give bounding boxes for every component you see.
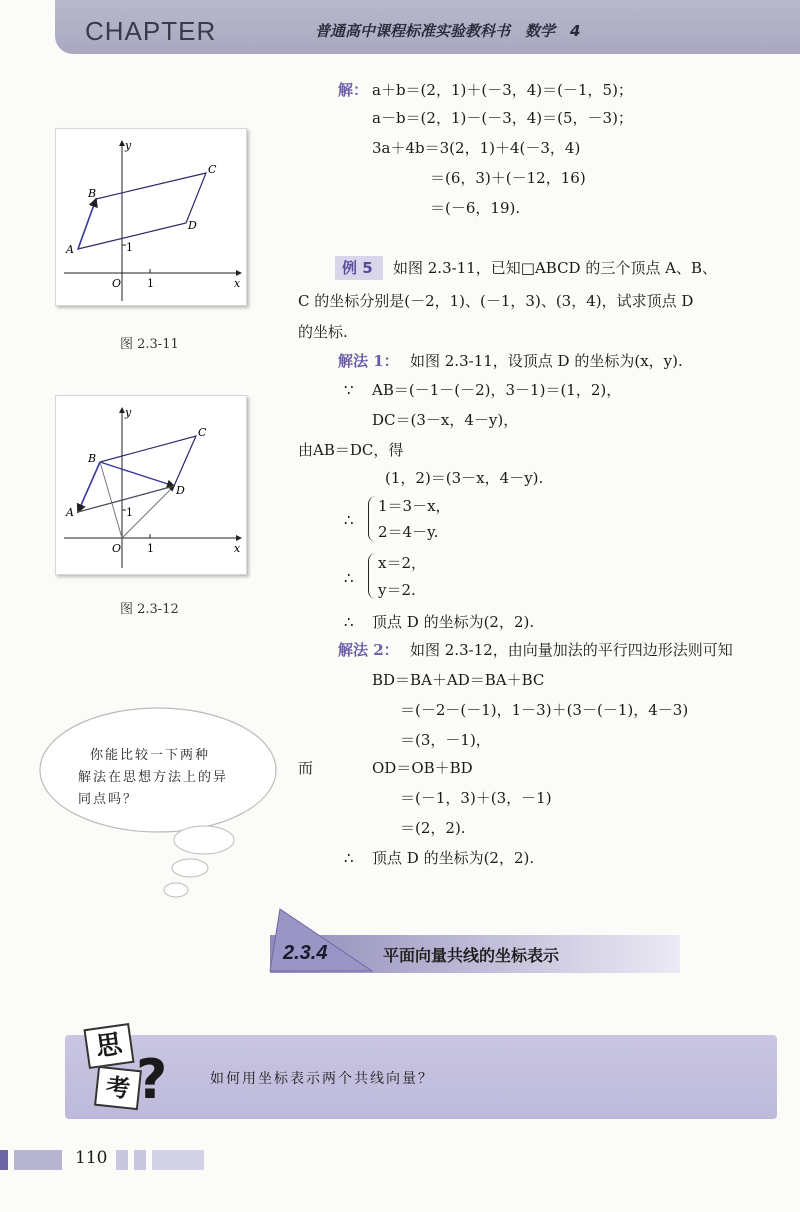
origin-label: O <box>112 277 122 290</box>
chapter-label: CHAPTER <box>85 16 217 46</box>
point-d-label: D <box>188 219 197 232</box>
parallelogram-abcd <box>78 173 206 249</box>
example-text-1: 如图 2.3-11，已知□ABCD 的三个顶点 A、B、 <box>393 259 717 277</box>
method2-label: 解法 2： <box>338 641 399 659</box>
solution-line-3: 3a＋4b＝3(2，1)＋4(－3，4) <box>372 139 581 157</box>
vector-bd-equation: BD＝BA＋AD＝BA＋BC <box>372 671 545 689</box>
vector-od-line-2: ＝(－1，3)＋(3，－1) <box>400 789 552 807</box>
therefore-symbol-4: ∴ <box>344 849 354 867</box>
footer-bar-3 <box>116 1150 128 1170</box>
figure-2-3-11 <box>55 128 247 306</box>
section-title: 平面向量共线的坐标表示 <box>383 946 560 965</box>
think-char-bottom: 考 <box>94 1066 142 1110</box>
vector-od-equation: OD＝OB＋BD <box>372 759 473 777</box>
thought-bubble <box>28 700 288 910</box>
footer-bar-5 <box>152 1150 204 1170</box>
vector-bd <box>100 462 174 486</box>
therefore-symbol-3: ∴ <box>344 613 354 631</box>
method2-intro: 如图 2.3-12，由向量加法的平行四边形法则可知 <box>410 641 733 659</box>
solution-line-1: a＋b＝(2，1)＋(－3，4)＝(－1，5)； <box>372 81 633 99</box>
footer-bar-1 <box>0 1150 8 1170</box>
system1-eq-b: 2＝4－y. <box>378 523 439 541</box>
system2-eq-a: x＝2， <box>378 554 427 572</box>
think-icon <box>82 1020 170 1116</box>
svg-text:C: C <box>198 426 207 439</box>
bubble-line-2: 解法在思想方法上的异 <box>78 770 229 785</box>
from-equation: 由AB＝DC，得 <box>298 441 404 459</box>
x-one-label: 1 <box>147 277 154 290</box>
solution-line-4: ＝(6，3)＋(－12，16) <box>430 169 586 187</box>
section-number: 2.3.4 <box>283 942 328 964</box>
vector-bd-line-3: ＝(3，－1)， <box>400 731 491 749</box>
system-brace-1 <box>368 496 376 542</box>
therefore-symbol-1: ∴ <box>344 511 354 529</box>
svg-text:A: A <box>66 506 74 519</box>
vector-ab <box>78 199 96 249</box>
think-char-top: 思 <box>83 1023 134 1069</box>
system1-eq-a: 1＝3－x， <box>378 497 451 515</box>
point-a-label: A <box>66 243 74 256</box>
coordinate-plot-1 <box>56 129 248 307</box>
system-brace-2 <box>368 553 376 599</box>
example-text-3: 的坐标. <box>298 323 348 341</box>
and-word: 而 <box>298 759 314 777</box>
solution-line-5: ＝(－6，19). <box>430 199 521 217</box>
component-equation: (1，2)＝(3－x，4－y). <box>385 469 544 487</box>
figure-2-3-12 <box>55 395 247 575</box>
svg-text:1: 1 <box>147 542 154 555</box>
book-title: 普通高中课程标准实验教科书 数学 4 <box>315 22 581 40</box>
svg-text:1: 1 <box>126 506 133 519</box>
solution-label: 解： <box>338 81 369 99</box>
vector-bd-line-2: ＝(－2－(－1)，1－3)＋(3－(－1)，4－3) <box>400 701 689 719</box>
x-label: x <box>234 277 241 290</box>
figure-caption-1: 图 2.3-11 <box>120 337 179 352</box>
coordinate-plot-2 <box>56 396 248 576</box>
bubble-line-3: 同点吗？ <box>78 792 139 807</box>
vector-ab-equation: AB＝(－1－(－2)，3－1)＝(1，2)， <box>372 381 622 399</box>
footer-bar-2 <box>14 1150 62 1170</box>
page-number: 110 <box>75 1148 108 1168</box>
question-mark-icon: ? <box>136 1048 168 1111</box>
point-c-label: C <box>208 163 217 176</box>
vector-dc-equation: DC＝(3－x，4－y)， <box>372 411 519 429</box>
system2-eq-b: y＝2. <box>378 581 416 599</box>
vector-ob <box>100 462 122 538</box>
example-text-2: C 的坐标分别是(－2，1)、(－1，3)、(3，4)，试求顶点 D <box>298 292 694 310</box>
because-symbol: ∵ <box>344 381 354 399</box>
svg-text:x: x <box>234 542 241 555</box>
svg-text:O: O <box>112 542 122 555</box>
svg-text:B: B <box>88 452 97 465</box>
figure-caption-2: 图 2.3-12 <box>120 602 179 617</box>
therefore-symbol-2: ∴ <box>344 569 354 587</box>
solution-line-2: a－b＝(2，1)－(－3，4)＝(5，－3)； <box>372 109 633 127</box>
method2-result: 顶点 D 的坐标为(2，2). <box>372 849 535 867</box>
method1-intro: 如图 2.3-11，设顶点 D 的坐标为(x，y). <box>410 352 683 370</box>
y-label: y <box>125 139 132 152</box>
svg-text:D: D <box>176 484 185 497</box>
method1-result: 顶点 D 的坐标为(2，2). <box>372 613 535 631</box>
y-one-label: 1 <box>126 241 133 254</box>
bubble-line-1: 你能比较一下两种 <box>90 748 211 763</box>
vector-od-line-3: ＝(2，2). <box>400 819 466 837</box>
vector-ba <box>78 462 100 512</box>
think-question: 如何用坐标表示两个共线向量？ <box>210 1071 434 1087</box>
footer-bar-4 <box>134 1150 146 1170</box>
example-label: 例 5 <box>342 259 373 277</box>
svg-text:y: y <box>125 406 132 419</box>
point-b-label: B <box>88 187 97 200</box>
method1-label: 解法 1： <box>338 352 399 370</box>
